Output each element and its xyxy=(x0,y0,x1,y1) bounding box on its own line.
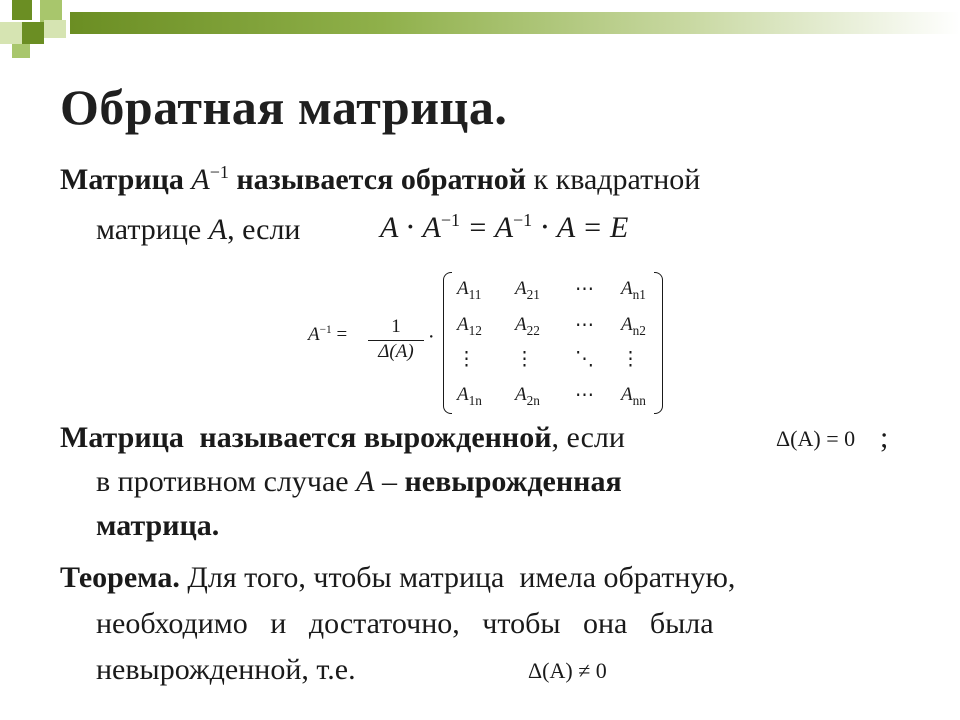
matrix-cell: ⋯ xyxy=(575,279,594,300)
matrix-cell: $A_{1n}$ xyxy=(457,384,482,408)
theorem-label: Теорема. xyxy=(60,561,180,594)
text: , если xyxy=(551,421,625,454)
decor-square xyxy=(12,0,32,20)
term-matrix-end: матрица. xyxy=(96,509,220,542)
text: матрице xyxy=(96,213,209,246)
text: к квадратной xyxy=(533,163,701,196)
symbol-a: A xyxy=(208,213,228,246)
singular-def-line3 xyxy=(96,506,219,546)
matrix-cell: ⋮ xyxy=(621,349,640,370)
theorem-condition: Δ(A) ≠ 0 xyxy=(528,658,607,683)
matrix-cell: ⋱ xyxy=(575,349,594,370)
matrix-cell: $A_{21}$ xyxy=(515,278,540,302)
text: в противном случае xyxy=(96,465,357,498)
fraction-numerator: 1 xyxy=(368,316,424,341)
inverse-def-line1 xyxy=(60,160,700,203)
text: , если xyxy=(227,213,301,246)
matrix-cell: $A_{n1}$ xyxy=(621,278,646,302)
symbol-a: A xyxy=(356,465,375,498)
singular-def-line2 xyxy=(96,462,622,502)
fraction xyxy=(368,316,424,363)
matrix-bracket-right xyxy=(654,272,663,414)
text: Для того, чтобы матрица имела обратную, xyxy=(179,561,736,594)
singular-def-line1 xyxy=(60,418,625,458)
semicolon: ; xyxy=(880,421,889,454)
fraction-denominator: Δ(A) xyxy=(378,341,414,362)
matrix-cell: $A_{22}$ xyxy=(515,314,540,338)
term-singular: называется вырожденной xyxy=(199,421,552,454)
matrix-cell: $A_{nn}$ xyxy=(621,384,646,408)
matrix-cell: $A_{2n}$ xyxy=(515,384,540,408)
matrix-cell: $A_{11}$ xyxy=(457,278,482,302)
singular-condition: Δ(A) = 0 xyxy=(776,426,856,451)
matrix-cell: $A_{12}$ xyxy=(457,314,482,338)
inverse-equation: $A \cdot A^{-1} = A^{-1} \cdot A = E$ xyxy=(380,210,629,244)
symbol-a-inverse: $A^{-1}$ xyxy=(191,162,229,196)
decor-square xyxy=(22,22,44,44)
term-matrix: Матрица xyxy=(60,421,184,454)
page-title: Обратная матрица. xyxy=(60,79,508,135)
header-band xyxy=(70,12,960,34)
matrix-cell: $A_{n2}$ xyxy=(621,314,646,338)
inverse-def-line2 xyxy=(96,210,300,250)
formula-lhs: $A^{-1}$ = xyxy=(308,324,348,345)
matrix-cell: ⋮ xyxy=(457,349,476,370)
text: – xyxy=(374,465,405,498)
theorem-line1 xyxy=(60,558,735,598)
theorem-line3: невырожденной, т.е. xyxy=(96,653,356,686)
decor-square xyxy=(12,44,30,58)
adjugate-matrix xyxy=(443,272,663,415)
term-nonsingular: невырожденная xyxy=(404,465,622,498)
decor-square xyxy=(44,20,66,38)
multiply-dot: ⋅ xyxy=(428,327,435,348)
term-matrix: Матрица xyxy=(60,163,184,196)
decor-square xyxy=(0,22,22,44)
decor-square xyxy=(40,0,62,22)
matrix-cell: ⋯ xyxy=(575,385,594,406)
matrix-cell: ⋯ xyxy=(575,315,594,336)
theorem-line2: необходимо и достаточно, чтобы она была xyxy=(96,607,714,640)
matrix-cell: ⋮ xyxy=(515,349,534,370)
term-inverse: называется обратной xyxy=(236,163,527,196)
inverse-formula xyxy=(308,272,668,417)
matrix-bracket-left xyxy=(443,272,452,414)
